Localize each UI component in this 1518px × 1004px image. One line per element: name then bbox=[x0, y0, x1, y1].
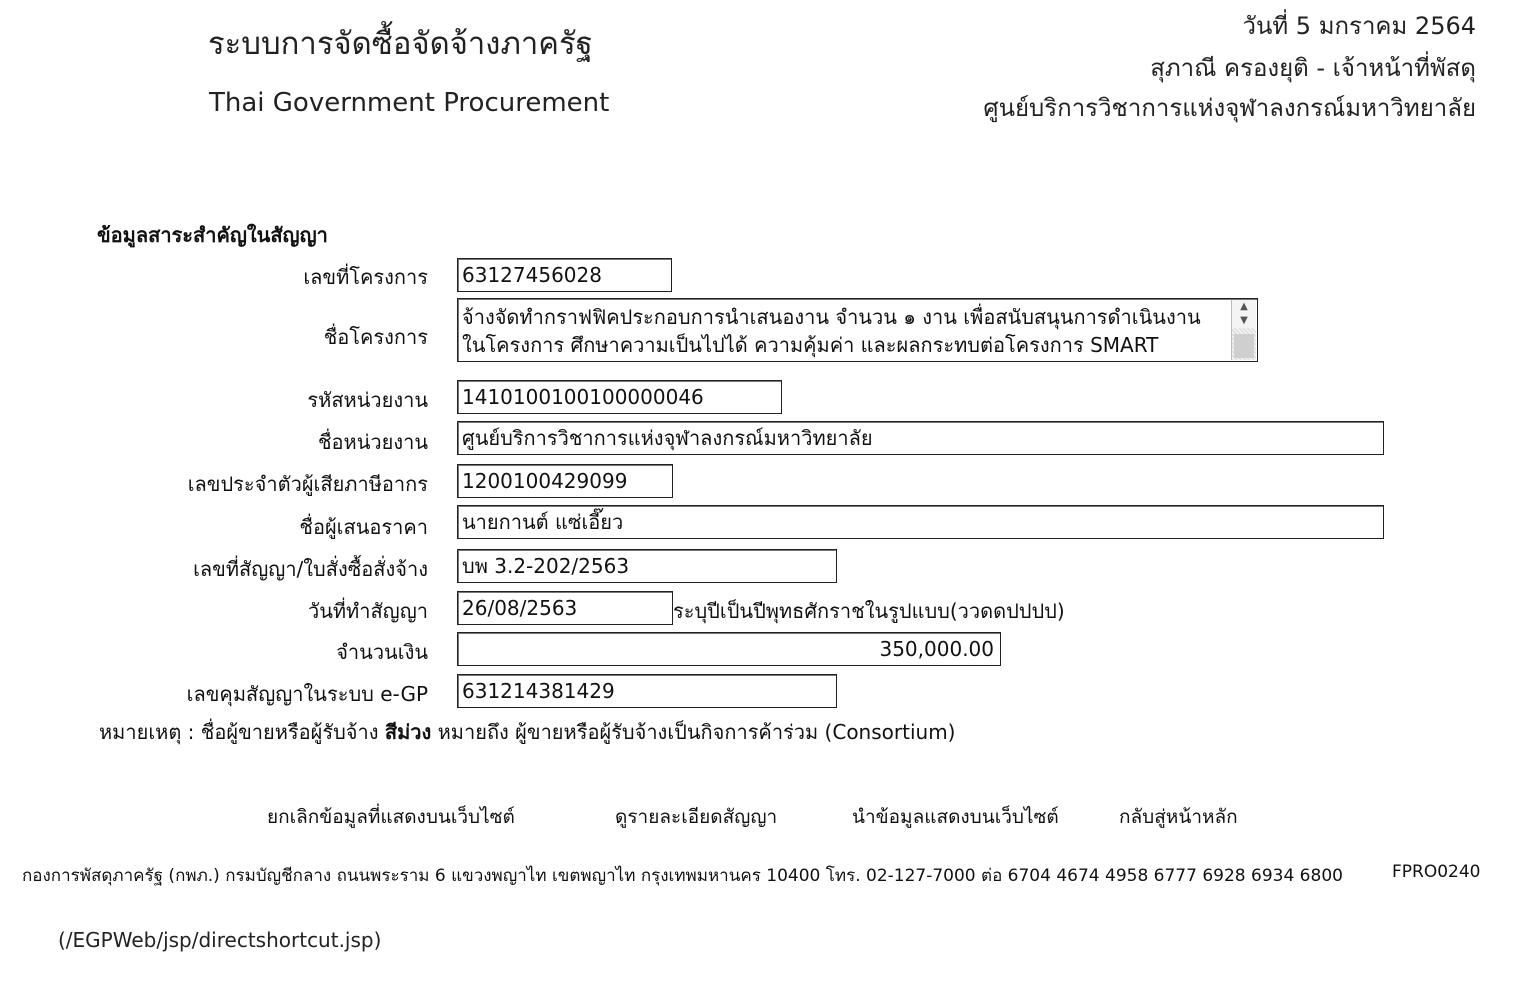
header-user: สุภาณี ครองยุติ - เจ้าหน้าที่พัสดุ bbox=[1150, 54, 1476, 82]
back-home-link[interactable]: กลับสู่หน้าหลัก bbox=[1119, 806, 1238, 828]
unit-code-field[interactable]: 1410100100100000046 bbox=[457, 380, 782, 414]
cancel-publish-link[interactable]: ยกเลิกข้อมูลที่แสดงบนเว็บไซต์ bbox=[267, 806, 515, 828]
egp-no-field[interactable]: 631214381429 bbox=[457, 674, 837, 708]
contract-date-hint: ระบุปีเป็นปีพุทธศักราชในรูปแบบ(ววดดปปปป) bbox=[673, 599, 1065, 623]
contract-no-label: เลขที่สัญญา/ใบสั่งซื้อสั่งจ้าง bbox=[193, 557, 428, 581]
note-suffix: หมายถึง ผู้ขายหรือผู้รับจ้างเป็นกิจการค้าร่วม (Consortium) bbox=[431, 720, 956, 744]
unit-name-label: ชื่อหน่วยงาน bbox=[317, 430, 428, 454]
contract-no-field[interactable]: บพ 3.2-202/2563 bbox=[457, 549, 837, 583]
textarea-scrollbar[interactable] bbox=[1231, 300, 1256, 360]
footer-address: กองการพัสดุภาครัฐ (กพภ.) กรมบัญชีกลาง ถนนพระราม 6 แขวงพญาไท เขตพญาไท กรุงเทพมหานคร 10400 โทร. 02-127-7000 ต่อ 6704 4674 4958 6777 6928 6934 6800 bbox=[22, 866, 1343, 886]
tax-id-label: เลขประจำตัวผู้เสียภาษีอากร bbox=[187, 472, 428, 496]
unit-code-label: รหัสหน่วยงาน bbox=[307, 388, 428, 412]
scroll-up-arrow-icon[interactable]: ▲ bbox=[1232, 300, 1256, 314]
remark-note bbox=[99, 716, 955, 748]
system-title-thai: ระบบการจัดซื้อจัดจ้างภาครัฐ bbox=[208, 26, 593, 62]
section-title: ข้อมูลสาระสำคัญในสัญญา bbox=[97, 223, 328, 247]
project-name-textarea[interactable] bbox=[457, 298, 1258, 362]
publish-link[interactable]: นำข้อมูลแสดงบนเว็บไซต์ bbox=[852, 806, 1059, 828]
header-date: วันที่ 5 มกราคม 2564 bbox=[1242, 12, 1476, 40]
amount-label: จำนวนเงิน bbox=[336, 640, 428, 664]
contract-date-field[interactable]: 26/08/2563 bbox=[457, 591, 673, 625]
bidder-name-field[interactable]: นายกานต์ แซ่เอี๊ยว bbox=[457, 505, 1384, 539]
scroll-down-arrow-icon[interactable]: ▼ bbox=[1232, 314, 1256, 328]
project-no-label: เลขที่โครงการ bbox=[303, 265, 428, 289]
bidder-name-label: ชื่อผู้เสนอราคา bbox=[299, 515, 428, 539]
note-highlight: สีม่วง bbox=[384, 720, 432, 744]
header-organization: ศูนย์บริการวิชาการแห่งจุฬาลงกรณ์มหาวิทยาลัย bbox=[983, 94, 1476, 122]
project-name-line-2: ในโครงการ ศึกษาความเป็นไปได้ ความคุ้มค่า และผลกระทบต่อโครงการ SMART bbox=[462, 333, 1159, 357]
project-name-line-1: จ้างจัดทำกราฟฟิคประกอบการนำเสนองาน จำนวน ๑ งาน เพื่อสนับสนุนการดำเนินงาน bbox=[462, 305, 1201, 329]
footer-page-code: FPRO0240 bbox=[1392, 862, 1481, 882]
url-path: (/EGPWeb/jsp/directshortcut.jsp) bbox=[58, 928, 382, 952]
note-prefix: หมายเหตุ : ชื่อผู้ขายหรือผู้รับจ้าง bbox=[99, 720, 385, 744]
contract-date-label: วันที่ทำสัญญา bbox=[307, 599, 428, 623]
system-title-english: Thai Government Procurement bbox=[209, 88, 610, 118]
amount-field[interactable]: 350,000.00 bbox=[457, 632, 1001, 666]
unit-name-field[interactable]: ศูนย์บริการวิชาการแห่งจุฬาลงกรณ์มหาวิทยาลัย bbox=[457, 421, 1384, 455]
project-no-field[interactable]: 63127456028 bbox=[457, 258, 672, 292]
view-contract-link[interactable]: ดูรายละเอียดสัญญา bbox=[615, 806, 778, 828]
scroll-thumb[interactable] bbox=[1234, 334, 1254, 358]
tax-id-field[interactable]: 1200100429099 bbox=[457, 464, 673, 498]
egp-no-label: เลขคุมสัญญาในระบบ e-GP bbox=[186, 682, 428, 706]
project-name-label: ชื่อโครงการ bbox=[323, 325, 428, 349]
